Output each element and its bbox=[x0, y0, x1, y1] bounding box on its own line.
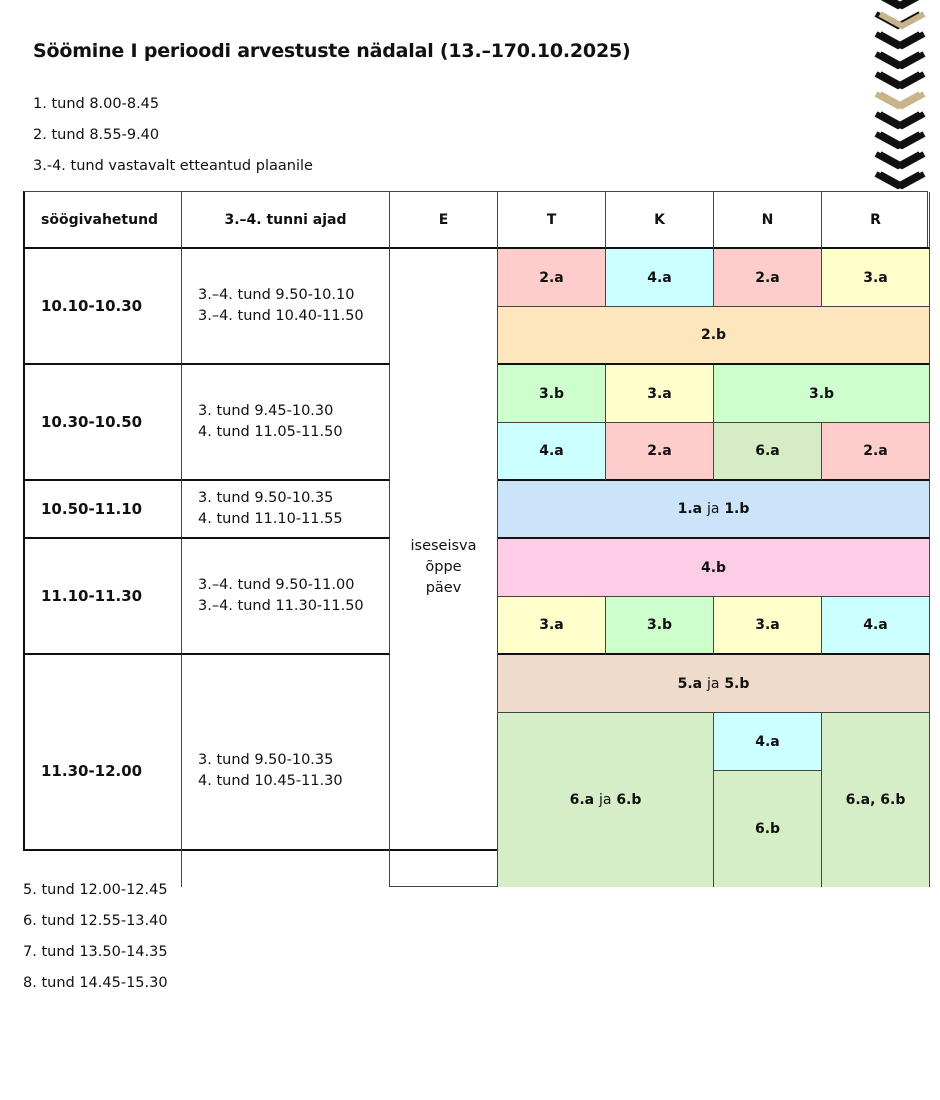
lesson-time-item: 8. tund 14.45-15.30 bbox=[23, 975, 168, 991]
class-cell: 2.a bbox=[822, 423, 930, 481]
header-day-n: N bbox=[714, 192, 822, 249]
class-name: 5.b bbox=[724, 675, 750, 692]
chevron-stripe bbox=[880, 94, 924, 106]
header-day-r: R bbox=[822, 192, 930, 249]
lesson-time-line: 3.–4. tund 11.30-11.50 bbox=[198, 598, 364, 614]
class-cell: 3.b bbox=[498, 365, 606, 423]
lesson-time-item: 1. tund 8.00-8.45 bbox=[33, 96, 160, 112]
class-name: 6.a bbox=[569, 792, 595, 808]
chevron-stripe bbox=[880, 14, 924, 26]
class-cell: 6.b bbox=[714, 771, 822, 887]
class-cell: 2.a bbox=[498, 249, 606, 307]
class-cell: 4.a bbox=[498, 423, 606, 481]
lesson-time-line: 3.–4. tund 10.40-11.50 bbox=[198, 308, 364, 324]
independent-study-day bbox=[390, 249, 498, 887]
class-cell: 4.b bbox=[498, 539, 930, 597]
lesson-time-line: 3.–4. tund 9.50-10.10 bbox=[198, 287, 355, 303]
chevron-stripe bbox=[880, 114, 924, 126]
header-day-e: E bbox=[390, 192, 498, 249]
header-lesson-times: 3.–4. tunni ajad bbox=[182, 192, 390, 249]
lesson-times-slot-2 bbox=[182, 365, 390, 481]
joiner-word: ja bbox=[706, 675, 720, 692]
class-name: 1.b bbox=[724, 501, 750, 517]
meal-time-slot-1: 10.10-10.30 bbox=[25, 249, 182, 365]
page-title: Söömine I perioodi arvestuste nädalal (13.–170.10.2025) bbox=[33, 40, 631, 62]
chevron-stripe bbox=[880, 134, 924, 146]
meal-time-slot-2: 10.30-10.50 bbox=[25, 365, 182, 481]
class-cell: 6.a bbox=[714, 423, 822, 481]
chevron-stripe bbox=[880, 34, 924, 46]
class-cell: 4.a bbox=[714, 713, 822, 771]
class-cell: 4.a bbox=[606, 249, 714, 307]
class-cell: 2.a bbox=[606, 423, 714, 481]
lesson-time-item: 3.-4. tund vastavalt etteantud plaanile bbox=[33, 158, 313, 174]
lesson-time-line: 3. tund 9.45-10.30 bbox=[198, 403, 334, 419]
class-name: 5.a bbox=[677, 675, 703, 692]
independent-study-line: õppe bbox=[425, 559, 462, 575]
class-name: 6.b bbox=[616, 792, 642, 808]
class-cell: 3.a bbox=[822, 249, 930, 307]
class-cell: 3.a bbox=[606, 365, 714, 423]
chevron-stripe bbox=[880, 154, 924, 166]
meal-time-slot-4: 11.10-11.30 bbox=[25, 539, 182, 655]
class-cell bbox=[498, 481, 930, 539]
class-cell: 2.b bbox=[498, 307, 930, 365]
class-name: 1.a bbox=[677, 501, 703, 517]
class-cell: 3.a bbox=[498, 597, 606, 655]
lesson-time-line: 3.–4. tund 9.50-11.00 bbox=[198, 577, 355, 593]
morning-lesson-times bbox=[33, 94, 313, 187]
header-meal-break: söögivahetund bbox=[25, 192, 182, 249]
chevron-stripe bbox=[880, 174, 924, 186]
class-cell: 2.a bbox=[714, 249, 822, 307]
joiner-word: ja bbox=[706, 501, 720, 517]
schedule-table bbox=[23, 191, 928, 851]
class-cell: 3.a bbox=[714, 597, 822, 655]
lesson-times-slot-4 bbox=[182, 539, 390, 655]
lesson-time-line: 4. tund 11.05-11.50 bbox=[198, 424, 343, 440]
header-day-k: K bbox=[606, 192, 714, 249]
lesson-times-slot-5 bbox=[182, 655, 390, 887]
independent-study-line: iseseisva bbox=[410, 538, 477, 554]
chevron-stripe bbox=[880, 74, 924, 86]
class-cell bbox=[498, 713, 714, 887]
lesson-time-item: 5. tund 12.00-12.45 bbox=[23, 882, 168, 898]
joiner-word: ja bbox=[598, 792, 612, 808]
independent-study-line: päev bbox=[425, 580, 462, 596]
class-cell: 6.a, 6.b bbox=[822, 713, 930, 887]
lesson-time-line: 3. tund 9.50-10.35 bbox=[198, 490, 334, 506]
lesson-time-line: 4. tund 10.45-11.30 bbox=[198, 773, 343, 789]
class-cell: 3.b bbox=[714, 365, 930, 423]
chevron-stripe bbox=[880, 54, 924, 66]
class-cell: 4.a bbox=[822, 597, 930, 655]
meal-time-slot-5: 11.30-12.00 bbox=[25, 655, 182, 887]
lesson-time-item: 7. tund 13.50-14.35 bbox=[23, 944, 168, 960]
header-day-t: T bbox=[498, 192, 606, 249]
lesson-times-slot-3 bbox=[182, 481, 390, 539]
lesson-time-line: 4. tund 11.10-11.55 bbox=[198, 511, 343, 527]
chevron-pattern-decoration bbox=[872, 0, 930, 192]
lesson-time-item: 2. tund 8.55-9.40 bbox=[33, 127, 160, 143]
class-cell: 3.b bbox=[606, 597, 714, 655]
lesson-times-slot-1 bbox=[182, 249, 390, 365]
lesson-time-item: 6. tund 12.55-13.40 bbox=[23, 913, 168, 929]
lesson-time-line: 3. tund 9.50-10.35 bbox=[198, 752, 334, 768]
class-cell bbox=[498, 655, 930, 713]
meal-time-slot-3: 10.50-11.10 bbox=[25, 481, 182, 539]
afternoon-lesson-times bbox=[23, 880, 168, 1004]
